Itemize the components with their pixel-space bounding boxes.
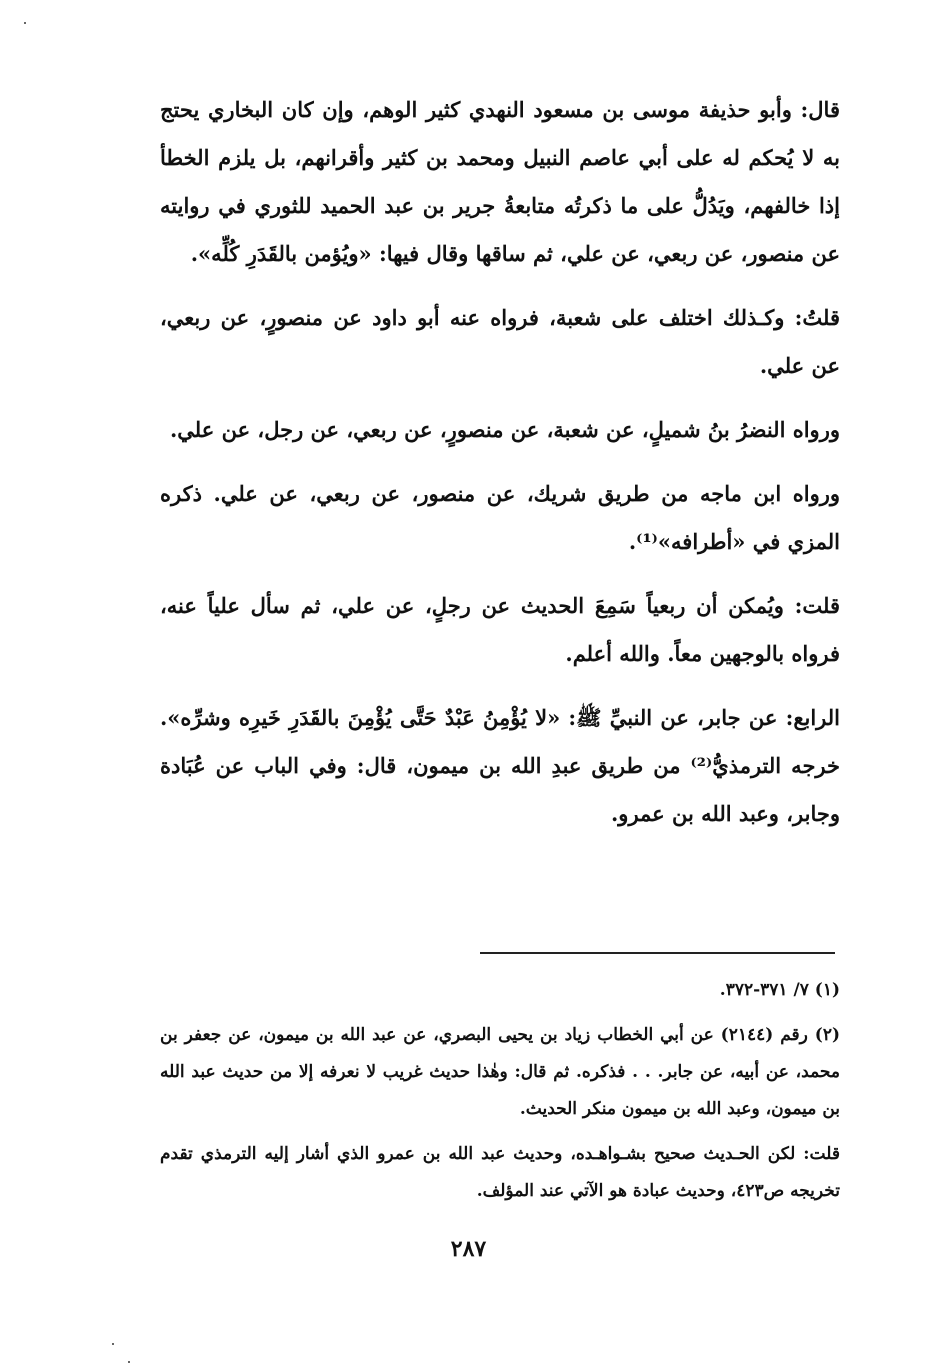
footnotes bbox=[160, 972, 840, 1218]
paragraph-4: ورواه ابن ماجه من طريق شريك، عن منصور، عن ربعي، عن علي. ذكره المزي في «أطرافه»⁽¹⁾. bbox=[160, 481, 840, 554]
scan-speck bbox=[24, 22, 26, 24]
footnote-note: قلت: لكن الحـديث صحيح بشـواهـده، وحديث عبد الله بن عمرو الذي أشار إليه الترمذي تقدم تخريجه ص٤٢٣، وحديث عبادة هو الآتي عند المؤلف. bbox=[160, 1144, 840, 1201]
page-number: ٢٨٧ bbox=[450, 1236, 487, 1262]
paragraph-1: قال: وأبو حذيفة موسى بن مسعود النهدي كثير الوهم، وإن كان البخاري يحتج به لا يُحكم له على أبي عاصم النبيل ومحمد بن كثير وأقرانهم، بل يلزم الخطأ إذا خالفهم، ويَدُلُّ على ما ذكرتُه متابعةُ جرير بن عبد الحميد للثوري في روايته عن منصور، عن ربعي، عن علي، ثم ساقها وقال فيها: «ويُؤمن بالقَدَرِ كُلِّه». bbox=[160, 97, 840, 266]
paragraph-3: ورواه النضرُ بنُ شميلٍ، عن شعبة، عن منصورٍ، عن ربعي، عن رجل، عن علي. bbox=[169, 417, 840, 442]
scan-speck bbox=[128, 1361, 130, 1363]
footnote-2: (٢) رقم (٢١٤٤) عن أبي الخطاب زياد بن يحيى البصري، عن عبد الله بن ميمون، عن جعفر بن محمد، عن أبيه، عن جابر. . . فذكره. ثم قال: وهٰذا حديث غريب لا نعرفه إلا من حديث عبد الله بن ميمون، وعبد الله بن ميمون منكر الحديث. bbox=[160, 1025, 840, 1119]
scan-speck bbox=[112, 1343, 114, 1345]
footnote-1: (١) ٧/ ٣٧١-٣٧٢. bbox=[719, 980, 840, 1000]
footnote-divider bbox=[480, 952, 835, 954]
paragraph-2: قلتُ: وكـذلك اختلف على شعبة، فرواه عنه أبو داود عن منصورٍ، عن ربعي، عن علي. bbox=[160, 305, 840, 378]
paragraph-6: الرابع: عن جابر، عن النبيِّ ﷺ: «لا يُؤْمِنُ عَبْدٌ حَتَّى يُؤْمِنَ بالقَدَرِ خَيرِه وشرِّه». خرجه الترمذيُّ⁽²⁾ من طريق عبدِ الله بن ميمون، قال: وفي الباب عن عُبَادة وجابر، وعبد الله بن عمرو. bbox=[160, 705, 840, 826]
paragraph-5: قلت: ويُمكن أن ربعياً سَمِعَ الحديث عن رجلٍ، عن علي، ثم سأل علياً عنه، فرواه بالوجهين معاً. والله أعلم. bbox=[160, 593, 840, 666]
main-text bbox=[160, 86, 840, 854]
